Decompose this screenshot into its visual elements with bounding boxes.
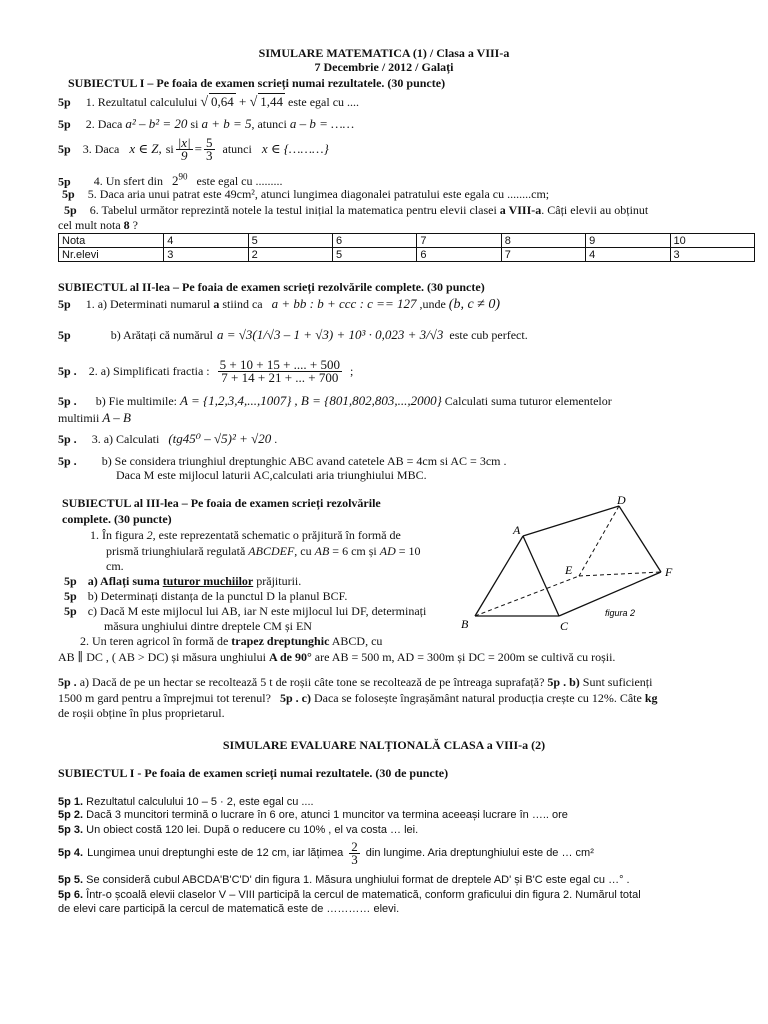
points-label: 5p — [58, 95, 71, 109]
points-label: 5p — [64, 203, 77, 217]
part2-q1-text: Rezultatul calculului 10 – 5 · 2, este egal cu .... — [86, 796, 314, 808]
s1-item-5 — [62, 187, 549, 201]
s2-q1b — [58, 320, 528, 350]
points-label: 5p 1. — [58, 796, 84, 808]
s1-item-2-eq1: a² – b² = 20 — [125, 116, 188, 131]
s3-prism-name: ABCDEF — [248, 544, 295, 558]
s3-q1b — [64, 589, 347, 603]
s3-q2b-text: Sunt suficienți — [582, 675, 653, 689]
s3-intro-1 — [90, 528, 401, 542]
s3-intro-cu: , cu — [294, 544, 312, 558]
s2-q3a — [58, 432, 277, 446]
s1-item-4 — [58, 170, 282, 188]
table-cell: 6 — [417, 248, 501, 262]
s1-item-6-text: 6. Tabelul următor reprezintă notele la testul inițial la matematica pentru elevii clasei — [89, 203, 497, 217]
s2-q2a-text: 2. a) Simplificati fractia : — [88, 364, 210, 378]
points-label: 5p 5. — [58, 874, 84, 886]
s2-q1a — [58, 297, 500, 312]
fraction-x-9: $\frac{|x|}{9}$ — [177, 134, 191, 163]
s1-item-3-m2: x ∈ {………} — [261, 141, 329, 156]
s3-ad-val: = 10 — [398, 544, 421, 558]
table-cell: 6 — [332, 234, 416, 248]
fraction-sums: $\frac{5 + 10 + 15 + .... + 500}{7 + 14 + 21 + ... + 700}$ — [219, 356, 340, 385]
s2-q2b-line2-text: multimii — [58, 411, 100, 425]
s1-item-3-text: 3. Daca — [82, 142, 120, 156]
table-cell: 7 — [501, 248, 585, 262]
part2-q4-text: Lungimea unui dreptunghi este de 12 cm, iar lățimea — [87, 847, 344, 859]
s3-intro-text1: 1. În figura — [90, 528, 144, 542]
vertex-label-F: F — [665, 565, 673, 579]
s1-item-1: 5p 1. Rezultatul calculului √ 0,64 + √ 1,44 este egal cu .... — [58, 94, 360, 110]
s1-item-6-class: a VIII-a — [499, 203, 542, 217]
s1-item-3-post: atunci — [222, 142, 252, 156]
fraction-5-3: $\frac{5}{3}$ — [206, 134, 213, 163]
points-label: 5p — [58, 174, 71, 189]
s3-q2-text4: are AB = 500 m, AD = 300m și DC = 200m se cultivă cu roșii. — [314, 650, 616, 664]
edge-BE — [475, 576, 579, 616]
s3-q1a-post: prăjiturii. — [256, 574, 302, 588]
s3-q2-line1 — [80, 634, 382, 648]
points-label: 5p 6. — [58, 889, 84, 901]
s2-q1b-post: este cub perfect. — [449, 328, 528, 342]
s2-q2b — [58, 394, 612, 408]
s3-ad: AD — [379, 544, 396, 558]
s1-item-1-text: 1. Rezultatul calculului — [85, 95, 198, 109]
part2-subject1-title: SUBIECTUL I - Pe foaia de examen scrieți numai rezultatele. (30 de puncte) — [58, 766, 449, 780]
table-row — [59, 234, 755, 248]
s3-q1a — [64, 574, 301, 588]
table-cell: 5 — [248, 234, 332, 248]
part2-q6 — [58, 889, 641, 901]
points-label: 5p — [64, 574, 77, 588]
points-label: 5p — [58, 117, 71, 131]
points-label: 5p . — [58, 454, 77, 468]
s2-q1b-text: b) Arătați că numărul — [110, 328, 213, 342]
points-label: 5p . — [58, 364, 77, 378]
s3-q2-trapez: trapez dreptunghic — [231, 634, 330, 648]
s1-item-2-eq2: a + b = 5 — [201, 116, 252, 131]
s1-item-4-text: 4. Un sfert din — [93, 174, 164, 189]
s1-item-6 — [64, 203, 648, 217]
part2-q6-text: Într-o școală elevii claselor V – VIII participă la cercul de matematică, conform graficului din figura 2. Numărul total — [86, 889, 641, 901]
points-label: 5p — [64, 589, 77, 603]
points-label: 5p . — [58, 394, 77, 408]
points-label: 5p — [58, 328, 71, 342]
page-title: SIMULARE MATEMATICA (1) / Clasa a VIII-a — [258, 46, 510, 60]
fraction-2-3: $\frac{2}{3}$ — [351, 838, 358, 867]
s3-q2c-text2: de roșii obține în plus proprietarul. — [58, 706, 225, 720]
s3-q2b-text2: 1500 m gard pentru a împrejmui tot terenul? — [58, 691, 271, 705]
part2-q6-text2: de elevi care participă la cercul de matematică este de ………… elevi. — [58, 903, 400, 915]
s3-q2-angle: A de 90° — [268, 650, 312, 664]
s1-item-2-post: , atunci — [251, 117, 287, 131]
points-label: 5p — [62, 187, 75, 201]
s3-q2-text2: ABCD, cu — [331, 634, 383, 648]
points-label: 5p . — [58, 675, 77, 689]
edge-EF — [579, 572, 661, 576]
vertex-label-C: C — [560, 619, 569, 633]
points-label: 5p . — [279, 691, 299, 705]
s3-intro-2 — [106, 544, 421, 558]
table-cell: 10 — [670, 234, 754, 248]
s3-q2b-line — [58, 691, 658, 705]
s1-item-2-text: 2. Daca — [85, 117, 123, 131]
s1-item-3-si: si — [165, 142, 174, 156]
figure-caption: figura 2 — [605, 608, 636, 618]
s2-q3b — [58, 454, 506, 468]
vertex-label-B: B — [461, 617, 469, 631]
s2-q2b-post: Calculati suma tuturor elementelor — [444, 394, 612, 408]
page-date: 7 Decembrie / 2012 / Galați — [314, 60, 454, 74]
s3-q1a-text: a) Aflați suma — [87, 574, 160, 588]
s1-item-6-text3: cel mult nota — [58, 218, 121, 232]
s3-q1c-text2: măsura unghiului dintre dreptele CM și EN — [104, 619, 312, 633]
part2-q5 — [58, 874, 630, 886]
points-label: 5p 3. — [58, 824, 84, 836]
table-cell: 8 — [501, 234, 585, 248]
s3-q2a-text: a) Dacă de pe un hectar se recoltează 5 t de roșii câte tone se recoltează de pe întreaga suprafață? — [79, 675, 545, 689]
vertex-label-E: E — [565, 563, 573, 577]
s3-q2b-label: b) — [569, 675, 580, 689]
subject-2-title: SUBIECTUL al II-lea – Pe foaia de examen scrieți rezolvările complete. (30 puncte) — [58, 280, 485, 294]
table-cell: 7 — [417, 234, 501, 248]
s3-q1c — [64, 604, 426, 618]
part2-q2 — [58, 809, 568, 821]
s3-q2c-text: Daca se folosește îngrașământ natural producția crește cu 12%. Câte — [313, 691, 642, 705]
s3-q2-text1: 2. Un teren agricol în formă de — [80, 634, 229, 648]
s1-item-2 — [58, 117, 354, 131]
s1-item-3: 5p 3. Daca x ∈ Z, si $\frac{|x|}{9}$ = $\frac{5}{3}$ atunci x ∈ {………} — [58, 134, 329, 163]
part2-q3-text: Un obiect costă 120 lei. După o reducere cu 10% , el va costa … lei. — [86, 824, 419, 836]
s3-q2-text3: AB ∥ DC , ( AB > DC) și măsura unghiului — [58, 650, 266, 664]
table-cell: 9 — [586, 234, 670, 248]
s1-item-4-post: este egal cu ......... — [196, 174, 283, 189]
s2-q3a-post: . — [274, 432, 278, 446]
sqrt-radicand-2: 1,44 — [260, 94, 284, 109]
grades-table — [58, 233, 755, 262]
table-cell: 2 — [248, 248, 332, 262]
prism-figure — [455, 492, 695, 637]
s2-q2b-setA: A = {1,2,3,4,...,1007} — [180, 393, 292, 408]
points-label: 5p 2. — [58, 809, 84, 821]
s2-q3b-text2: Daca M este mijlocul laturii AC,calculati aria triunghiului MBC. — [116, 468, 427, 482]
vertex-label-D: D — [617, 493, 626, 507]
part2-q1 — [58, 796, 314, 808]
sqrt-radicand-1: 0,64 — [211, 94, 234, 109]
s3-q1a-bold: tuturor muchiilor — [162, 574, 254, 588]
points-label: 5p 4. — [58, 847, 84, 859]
s2-q2b-line2 — [58, 411, 131, 425]
s2-q1a-cond: (b, c ≠ 0) — [448, 297, 501, 312]
s2-q3b-text: b) Se considera triunghiul dreptunghic ABC avand catetele AB = 4cm si AC = 3cm . — [101, 454, 507, 468]
s1-item-1-post: este egal cu .... — [288, 95, 360, 109]
s1-item-6-line2 — [58, 218, 138, 232]
table-cell: Nota — [59, 234, 164, 248]
s3-ab: AB — [314, 544, 330, 558]
power-base: 2 — [172, 173, 179, 189]
part2-q4-post: din lungime. Aria dreptunghiului este de … cm² — [365, 847, 594, 859]
part2-q3 — [58, 824, 418, 836]
s3-intro-fig: 2, — [146, 528, 156, 542]
s3-intro-text3: prismă triunghiulară regulată — [106, 544, 246, 558]
table-cell: 3 — [670, 248, 754, 262]
s3-intro-3: cm. — [106, 559, 124, 573]
s2-q2a — [58, 355, 353, 387]
points-label: 5p — [58, 142, 71, 156]
points-label: 5p . — [547, 675, 567, 689]
table-cell: 4 — [586, 248, 670, 262]
s3-q2-line2 — [58, 650, 615, 664]
vertex-label-A: A — [513, 523, 521, 537]
s2-q1a-post: ,unde — [419, 297, 446, 311]
s3-q2c-kg: kg — [644, 691, 658, 705]
part2-title: SIMULARE EVALUARE NALȚIONALĂ CLASA a VIII-a (2) — [222, 738, 546, 752]
edge-DF — [619, 506, 661, 572]
s1-item-6-text2: . Câți elevii au obținut — [541, 203, 649, 217]
s2-q3a-math: (tg45⁰ – √5)² + √20 — [168, 431, 272, 446]
edge-AC — [523, 536, 559, 616]
s2-q1b-math: a = √3(1/√3 – 1 + √3) + 10³ · 0,023 + 3/√3 — [216, 327, 444, 342]
s3-q2c-label: c) — [301, 691, 311, 705]
s3-q2a — [58, 675, 652, 689]
subject-3-title2: complete. (30 puncte) — [62, 512, 172, 526]
s3-q1b-text: b) Determinați distanța de la punctul D la planul BCF. — [87, 589, 348, 603]
table-cell: Nr.elevi — [59, 248, 164, 262]
table-cell: 5 — [332, 248, 416, 262]
s1-item-2-eq3: a – b = …… — [289, 116, 355, 131]
s3-intro-text2: este reprezentată schematic o prăjitură în formă de — [158, 528, 401, 542]
s2-q2b-diff: A – B — [102, 410, 131, 425]
s2-q2a-post: ; — [349, 364, 354, 378]
points-label: 5p — [64, 604, 77, 618]
edge-AB — [475, 536, 523, 616]
s2-q1a-text: 1. a) Determinati numarul — [85, 297, 211, 311]
s1-item-6-qmark: ? — [132, 218, 138, 232]
s1-item-6-grade: 8 — [123, 218, 130, 232]
s2-q2b-setB: , B = {801,802,803,...,2000} — [294, 393, 442, 408]
s1-item-5-text: 5. Daca aria unui patrat este 49cm², atunci lungimea diagonalei patratului este egala cu ........cm; — [87, 187, 550, 201]
part2-q2-text: Dacă 3 muncitori termină o lucrare în 6 ore, atunci 1 muncitor va termina aceeași lucrare în ….. ore — [86, 809, 568, 821]
points-label: 5p — [58, 297, 71, 311]
s2-q1a-mid: stiind ca — [222, 297, 263, 311]
power-exponent: 90 — [178, 172, 188, 182]
s3-q1c-text: c) Dacă M este mijlocul lui AB, iar N este mijlocul lui DF, determinați — [87, 604, 427, 618]
s3-ab-val: = 6 cm și — [332, 544, 377, 558]
part2-q5-text: Se consideră cubul ABCDA'B'C'D' din figura 1. Măsura unghiului format de dreptele AD' și B'C este egal cu …° . — [86, 874, 630, 886]
s2-q3a-text: 3. a) Calculati — [91, 432, 160, 446]
s2-q1a-var: a — [213, 297, 220, 311]
s2-q2b-text: b) Fie multimile: — [95, 394, 178, 408]
s2-q1a-math: a + bb : b + ccc : c == 127 — [271, 296, 417, 311]
points-label: 5p . — [58, 432, 77, 446]
table-cell: 4 — [164, 234, 248, 248]
s1-item-2-si: si — [190, 117, 199, 131]
subject-1-title: SUBIECTUL I – Pe foaia de examen scrieți numai rezultatele. (30 puncte) — [68, 76, 446, 90]
subject-3-title: SUBIECTUL al III-lea – Pe foaia de examen scrieți rezolvările — [62, 496, 381, 510]
table-row — [59, 248, 755, 262]
s1-item-3-m1: x ∈ Z, — [129, 141, 162, 156]
table-cell: 3 — [164, 248, 248, 262]
part2-q4 — [58, 838, 594, 868]
